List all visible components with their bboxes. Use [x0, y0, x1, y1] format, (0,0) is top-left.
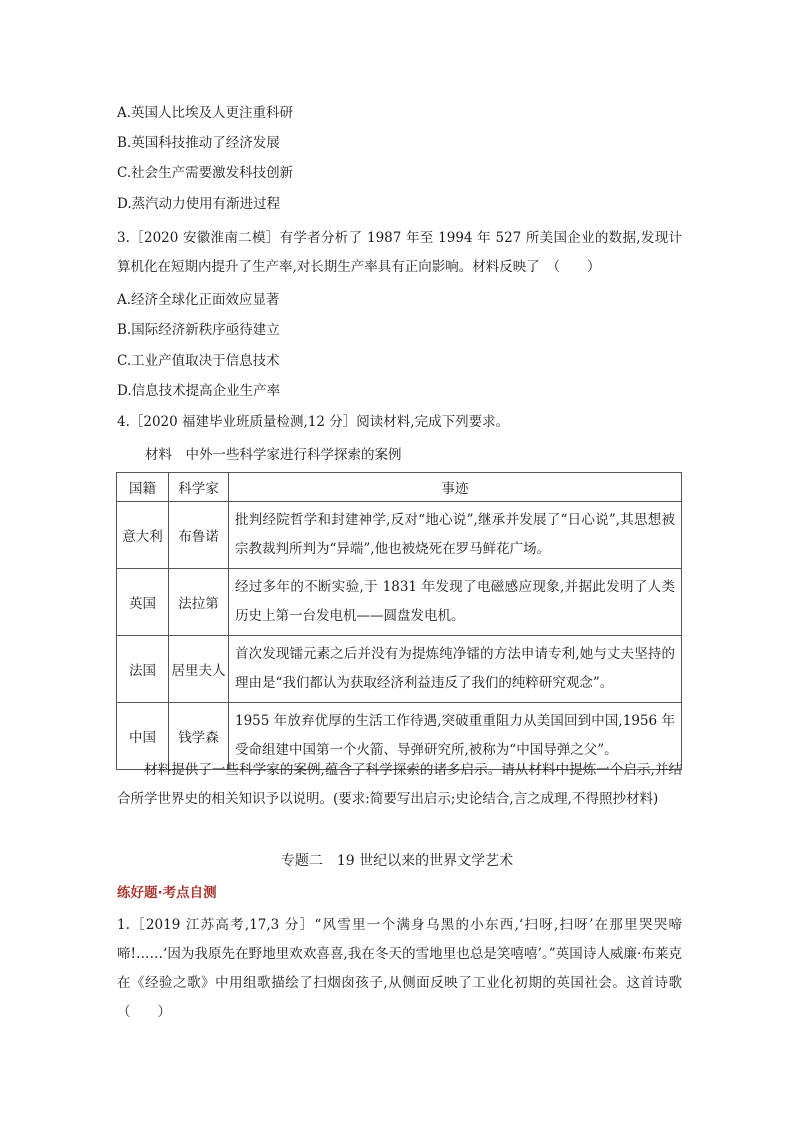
q2-option-d: D.蒸汽动力使用有渐进过程 [117, 196, 281, 212]
cell-scientist: 布鲁诺 [169, 502, 229, 569]
cell-deeds: 批判经院哲学和封建神学,反对“地心说”,继承并发展了“日心说”,其思想被宗教裁判所判为“异端”,他也被烧死在罗马鲜花广场。 [229, 502, 682, 569]
cell-scientist: 法拉第 [169, 569, 229, 636]
q2-option-b: B.英国科技推动了经济发展 [117, 135, 280, 151]
section-title: 专题二 19 世纪以来的世界文学艺术 [280, 853, 514, 869]
table-row [117, 502, 682, 569]
cell-deeds: 首次发现镭元素之后并没有为提炼纯净镭的方法申请专利,她与丈夫坚持的理由是“我们都认为获取经济利益违反了我们的纯粹研究观念”。 [229, 636, 682, 703]
cell-deeds: 1955 年放弃优厚的生活工作待遇,突破重重阻力从美国回到中国,1956 年受命组建中国第一个火箭、导弹研究所,被称为“中国导弹之父”。 [229, 703, 682, 770]
q3-option-b: B.国际经济新秩序亟待建立 [117, 322, 280, 338]
header-scientist: 科学家 [169, 473, 229, 502]
q3-option-a: A.经济全球化正面效应显著 [117, 292, 280, 308]
scientist-table [116, 472, 682, 770]
cell-country: 法国 [117, 636, 169, 703]
header-country: 国籍 [117, 473, 169, 502]
table-header-row [117, 473, 682, 502]
q2-option-c: C.社会生产需要激发科技创新 [117, 165, 294, 181]
header-deeds: 事迹 [229, 473, 682, 502]
cell-deeds: 经过多年的不断实验,于 1831 年发现了电磁感应现象,并据此发明了人类历史上第一台发电机——圆盘发电机。 [229, 569, 682, 636]
table-row [117, 569, 682, 636]
q2-option-a: A.英国人比埃及人更注重科研 [117, 105, 294, 121]
cell-country: 英国 [117, 569, 169, 636]
table-row [117, 636, 682, 703]
q3-option-d: D.信息技术提高企业生产率 [117, 383, 281, 399]
q3-option-c: C.工业产值取决于信息技术 [117, 353, 280, 369]
q4-stem: 4.［2020 福建毕业班质量检测,12 分］阅读材料,完成下列要求。 [117, 414, 510, 430]
s2-q1-stem: 1.［2019 江苏高考,17,3 分］“风雪里一个满身乌黑的小东西,‘扫呀,扫呀’在那里哭哭啼啼!……‘因为我原先在野地里欢欢喜喜,我在冬天的雪地里也总是笑嘻嘻’。”英国诗人威廉·布莱克在《经验之歌》中用组歌描绘了扫烟囱孩子,从侧面反映了工业化初期的英国社会。这首诗歌 （ ） [117, 917, 696, 1020]
cell-scientist: 居里夫人 [169, 636, 229, 703]
material-title: 材料 中外一些科学家进行科学探索的案例 [145, 447, 402, 463]
q3-stem: 3.［2020 安徽淮南二模］有学者分析了 1987 年至 1994 年 527 所美国企业的数据,发现计算机化在短期内提升了生产率,对长期生产率具有正向影响。材料反映了 （ ） [117, 230, 682, 275]
q4-requirement: 材料提供了一些科学家的案例,蕴含了科学探索的诸多启示。请从材料中提炼一个启示,并结合所学世界史的相关知识予以说明。(要求:简要写出启示;史论结合,言之成理,不得照抄材料) [117, 762, 682, 807]
cell-scientist: 钱学森 [169, 703, 229, 770]
cell-country: 中国 [117, 703, 169, 770]
cell-country: 意大利 [117, 502, 169, 569]
practice-heading: 练好题·考点自测 [117, 885, 217, 901]
